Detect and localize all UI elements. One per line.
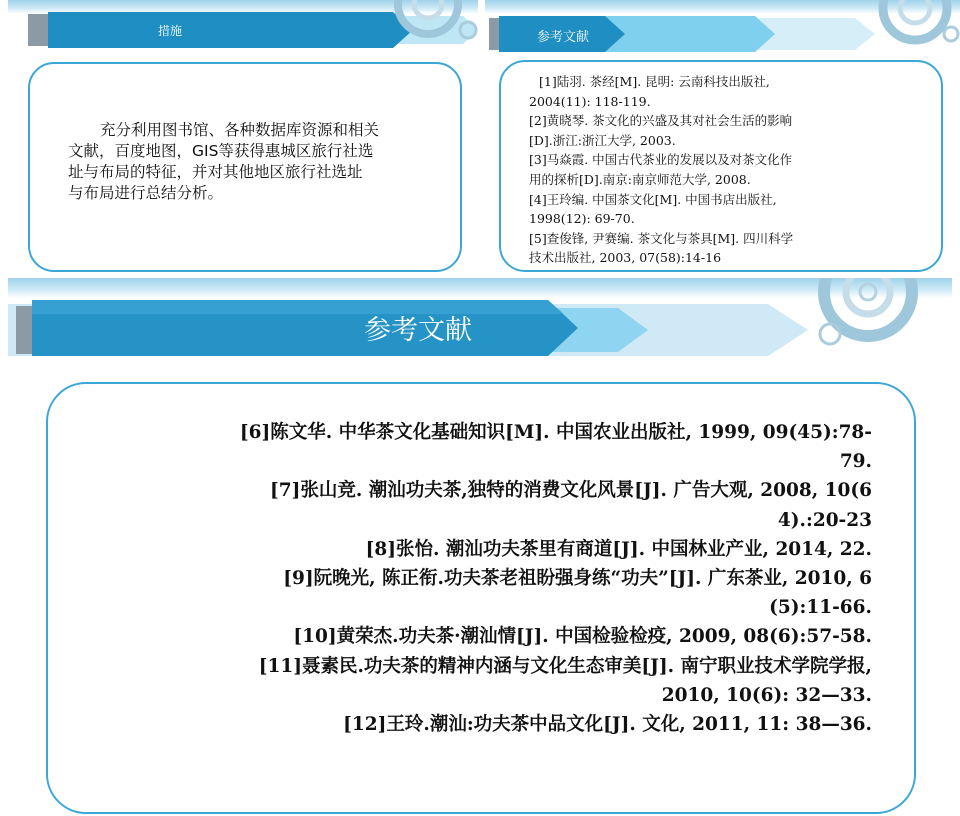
reference-line: [10]黄荣杰.功夫茶·潮汕情[J]. 中国检验检疫, 2009, 08(6):57-58. [293,626,872,648]
reference-line: [3]马焱霞. 中国古代茶业的发展以及对茶文化作 [529,152,793,168]
reference-line: [8]张怡. 潮汕功夫茶里有商道[J]. 中国林业产业, 2014, 22. [365,538,872,560]
reference-line: [12]王玲.潮汕:功夫茶中品文化[J]. 文化, 2011, 11: 38—36. [343,714,872,736]
reference-line: [11]聂素民.功夫茶的精神内涵与文化生态审美[J]. 南宁职业技术学院学报, [258,655,872,677]
body-text [68,120,438,204]
body-line: 文献，百度地图，GIS等获得惠城区旅行社选 [68,142,374,160]
slide-title: 措施 [158,24,183,38]
reference-list [529,72,949,268]
reference-line: [9]阮晚光, 陈正衔.功夫茶老祖盼强身练“功夫”[J]. 广东茶业, 2010, 6 [283,568,872,590]
reference-line: 2010, 10(6): 32—33. [661,684,872,706]
reference-line: [6]陈文华. 中华茶文化基础知识[M]. 中国农业出版社, 1999, 09(45):78- [239,422,872,443]
reference-line: 1998(12): 69-70. [529,211,635,227]
reference-line: 79. [839,451,872,473]
body-line: 址与布局的特征，并对其他地区旅行社选址 [68,163,363,181]
concentric-circles-icon [368,0,478,50]
reference-line: [2]黄晓琴. 茶文化的兴盛及其对社会生活的影响 [529,113,793,129]
body-line: 充分利用图书馆、各种数据库资源和相关 [100,121,380,139]
reference-line: [1]陆羽. 茶经[M]. 昆明: 云南科技出版社, [539,74,770,89]
concentric-circles-icon [768,278,952,348]
slide-measures [8,0,478,272]
reference-line: [5]查俊锋, 尹赛编. 茶文化与茶具[M]. 四川科学 [529,230,794,246]
reference-list [78,418,872,739]
concentric-circles-icon [865,0,960,48]
reference-line: [7]张山竞. 潮汕功夫茶,独特的消费文化风景[J]. 广告大观, 2008, 10(6 [270,480,872,502]
reference-line: 2004(11): 118-119. [529,93,651,109]
reference-line: [D].浙江:浙江大学, 2003. [529,132,676,148]
reference-line: 技术出版社, 2003, 07(58):14-16 [529,250,722,266]
reference-line: 4).:20-23 [777,509,872,531]
slide-title: 参考文献 [364,315,472,346]
reference-line: (5):11-66. [769,597,872,619]
reference-line: 用的探析[D].南京:南京师范大学, 2008. [529,171,751,187]
slide-title: 参考文献 [537,30,590,45]
slide-references-1 [485,0,960,272]
body-line: 与布局进行总结分析。 [68,184,224,202]
slide-references-2 [8,278,952,816]
reference-line: [4]王玲编. 中国茶文化[M]. 中国书店出版社, [529,191,777,207]
